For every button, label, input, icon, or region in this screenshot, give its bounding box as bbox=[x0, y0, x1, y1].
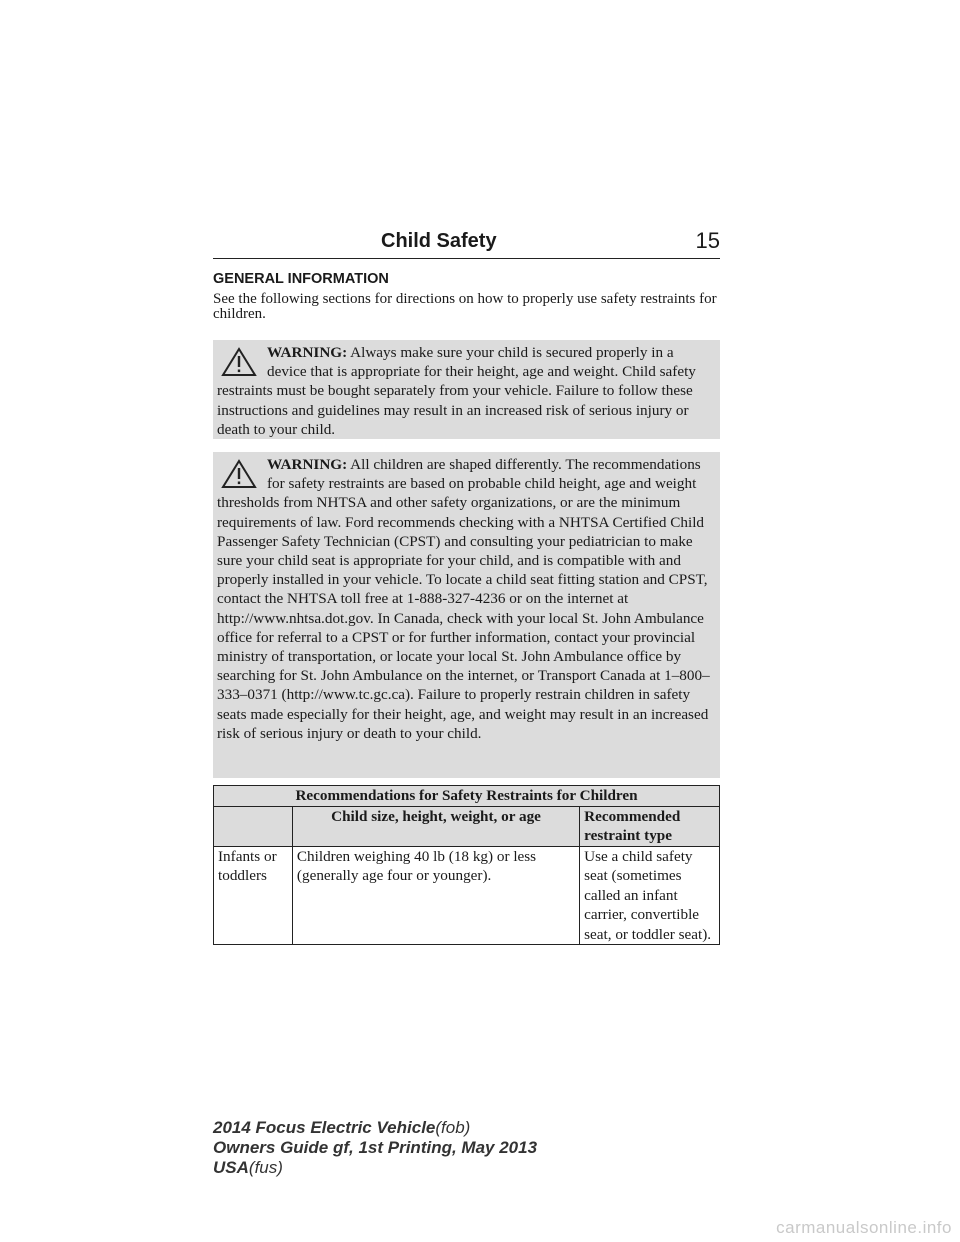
cell-size: Children weighing 40 lb (18 kg) or less (generally age four or younger). bbox=[292, 846, 579, 945]
footer-model-code: (fob) bbox=[435, 1118, 471, 1137]
page-title: Child Safety bbox=[381, 230, 497, 252]
restraint-recommendation-table bbox=[213, 785, 720, 945]
intro-paragraph: See the following sections for directions on how to properly use safety restraints for children. bbox=[213, 291, 717, 322]
column-header-size: Child size, height, weight, or age bbox=[292, 806, 579, 846]
footer-printing: Owners Guide gf, 1st Printing, May 2013 bbox=[213, 1138, 538, 1157]
section-heading: GENERAL INFORMATION bbox=[213, 271, 389, 287]
page-number: 15 bbox=[695, 228, 720, 253]
warning-label: WARNING: bbox=[267, 456, 348, 473]
column-header-category bbox=[214, 806, 293, 846]
warning-box-2 bbox=[213, 452, 720, 778]
footer-market: USA bbox=[213, 1158, 249, 1177]
warning-text: All children are shaped differently. The recommendations for safety restraints are based on probable child height, age and weight thresholds from NHTSA and other safety organizations, or are the minimum requirements of law. Ford recommends checking with a NHTSA Certified Child Passenger Safety Technician (CPST) and consulting your pediatrician to make sure your child seat is appropriate for your child, and is compatible with and properly installed in your vehicle. To locate a child seat fitting station and CPST, contact the NHTSA toll free at 1-888-327-4236 or on the internet at http://www.nhtsa.dot.gov. In Canada, check with your local St. John Ambulance office for referral to a CPST or for further information, contact your provincial ministry of transportation, or locate your local St. John Ambulance office by searching for St. John Ambulance on the internet, or Transport Canada at 1–800–333–0371 (http://www.tc.gc.ca). Failure to properly restrain children in safety seats made especially for their height, age, and weight may result in an increased risk of serious injury or death to your child. bbox=[217, 456, 710, 742]
warning-box-1 bbox=[213, 340, 720, 439]
page-header bbox=[213, 226, 720, 259]
column-header-restraint: Recommended restraint type bbox=[580, 806, 720, 846]
warning-triangle-icon bbox=[221, 459, 257, 489]
table-row bbox=[214, 846, 720, 945]
footer-model: 2014 Focus Electric Vehicle bbox=[213, 1118, 436, 1137]
table-title: Recommendations for Safety Restraints for Children bbox=[214, 786, 720, 807]
warning-label: WARNING: bbox=[267, 344, 348, 361]
page-footer bbox=[213, 1118, 537, 1178]
cell-category: Infants or toddlers bbox=[214, 846, 293, 945]
warning-text: Always make sure your child is secured properly in a device that is appropriate for their height, age and weight. Child safety restraints must be bought separately from your vehicle. Failure to follow these instructions and guidelines may result in an increased risk of serious injury or death to your child. bbox=[217, 344, 696, 438]
cell-restraint: Use a child safety seat (sometimes called an infant carrier, convertible seat, or toddler seat). bbox=[580, 846, 720, 945]
warning-triangle-icon bbox=[221, 347, 257, 377]
footer-market-code: (fus) bbox=[248, 1158, 283, 1177]
watermark: carmanualsonline.info bbox=[776, 1218, 952, 1237]
